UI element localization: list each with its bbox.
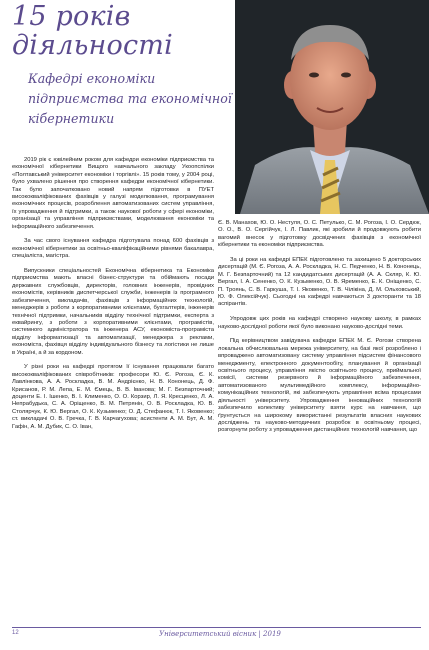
paragraph: За час свого існування кафедра підготувала понад 600 фахівців з економічної кібернетики за освітньо-кваліфікаційними рівнями бакалавра, спеціаліста, магістра. [12, 238, 214, 260]
portrait-illustration [235, 0, 429, 214]
portrait-photo [235, 0, 429, 214]
right-column [218, 220, 421, 442]
left-column [12, 157, 214, 438]
article-subtitle: Кафедрі економіки підприємства та економічної кібернетики [28, 71, 232, 126]
paragraph: Є. В. Манахов, Ю. О. Нестуля, О. С. Петулько, С. М. Рогоза, І. О. Сердюк, О. О., В. О. Сергійчук, І. Л. Павлик, які зробили й продовжують робити вагомий внесок у підготовку досвідчених фахівців з економічної кібернетики та економіки підприємства. [218, 220, 421, 249]
paragraph: Під керівництвом завідувача кафедри ЕПЕК М. Є. Рогози створена локальна обчислювальна мережа університету, на базі якої розроблено і впроваджено автоматизовану систему управління підсистем фінансового менеджменту, електронного документообігу, планування й організації освітнього процесу, управління якістю освітнього процесу, приймальної комісії, системи резервного й інформаційного забезпечення, автоматизованого мультимедійного комплексу, інформаційно-комунікаційних технологій, які забезпечують управління всіма процесами діяльності університету. Упровадження інноваційних технологій забезпечило колективу університету взяти курс на навчання, що ґрунтується на широкому використанні результатів власних наукових досліджень та науково-методичних розробок в освітньому процесі, розгорнути роботу з упровадження дистанційних технологій навчання, що [218, 338, 421, 434]
journal-title: Університетський вісник | 2019 [159, 630, 281, 638]
paragraph: Випускники спеціальностей Економічна кібернетика та Економіка підприємства мають власні бізнес-структури та обіймають посади державних службовців, директорів, головних інженерів, провідних економістів, керівників диспетчерської служби, інженерів із програмного забезпечення, викладачів, фахівців з інформаційних технологій, менеджерів з роботи з корпоративними клієнтами, бухгалтерів, інженерів технічної підтримки, начальників відділу технічної підтримки, експерта з еквайрингу, з роботи з корпоративними клієнтами, програмістів, системного адміністратора та інженера АСУ, економіста-програміста відділу інформатизації та автоматизації, менеджера з реклами, економіста, фахівця відділу індивідуального бізнесу та логістики не лише в Україні, а й за кордоном. [12, 268, 214, 356]
paragraph: У різні роки на кафедрі протягом її існування працювали багато висококваліфікованих співробітників: професори Ю. Є. Рогоза, Є. К. Лавлінкова, А. А. Роскладка, В. М. Андрієнко, Н. В. Кононець, Д. Ф. Крисанов, Р. М. Лепа, Е. М. Ємець, В. В. Іванова; М. Г. Безпарточний; доценти Е. І. Ішенко, В. І. Клименко, О. О. Корзир, Л. Я. Кресценко, Л. А. Непрабудька, С. А. Оріщенко, В. М. Петрянін, О. В. Роскладка, Ю. В. Столярчук, К. Ю. Вергал, О. К. Кузьменко; О. Д. Стефанюк, Т. І. Яковенко; ст. викладачі О. В. Гречка, Г. В. Карчагухова; асистенти А. М. Бут, А. М. Гафін, А. М. Дубик, С. О. Іван, [12, 364, 214, 430]
article-title: 15 років діяльності [12, 1, 173, 61]
paragraph: За ці роки на кафедрі ЕПЕК підготовлено та захищено 5 докторських дисертацій (М. Є. Рогоза, А. А. Роскладка, Н. С. Педченко, Н. В. Кононець, М. Г. Безпарточний) та 12 кандидатських дисертацій (А. А. Скляр, К. Ю. Вергал, І. А. Сененко, О. К. Кузьменко, О. В. Яременко, Е. К. Оніщенко, С. П. Троянь, С. В. Гаркуша, Т. І. Яковенко, Т. В. Чілікіна, Д. М. Ольховський, Ю. Ф. Олексійчук). Сьогодні на кафедрі навчаються 3 докторанти та 18 аспірантів. [218, 257, 421, 308]
page-number: 12 [12, 630, 19, 636]
paragraph: 2019 рік є ювілейним роком для кафедри економіки підприємства та економічної кібернетики Вищого навчального закладу Укоопспілки «Полтавський університет економіки і торгівлі». 15 років тому, у 2004 році, було ухвалено рішення про створення кафедри економічної кібернетики. Так було започатковано новий напрям підготовки в ПУЕТ висококваліфікованих фахівців у галузі моделювання, програмування економічних процесів, розроблення автоматизованих систем управління, їх упровадження й підтримки, а також наукової роботи у сфері економіки, організації та управління підприємствами, моделювання економіки та інформаційного забезпечення. [12, 157, 214, 230]
paragraph: Упродовж цих років на кафедрі створено наукову школу, в рамках науково-дослідної роботи якої було виконано науково-дослідні теми. [218, 316, 421, 330]
footer-divider [12, 627, 421, 628]
